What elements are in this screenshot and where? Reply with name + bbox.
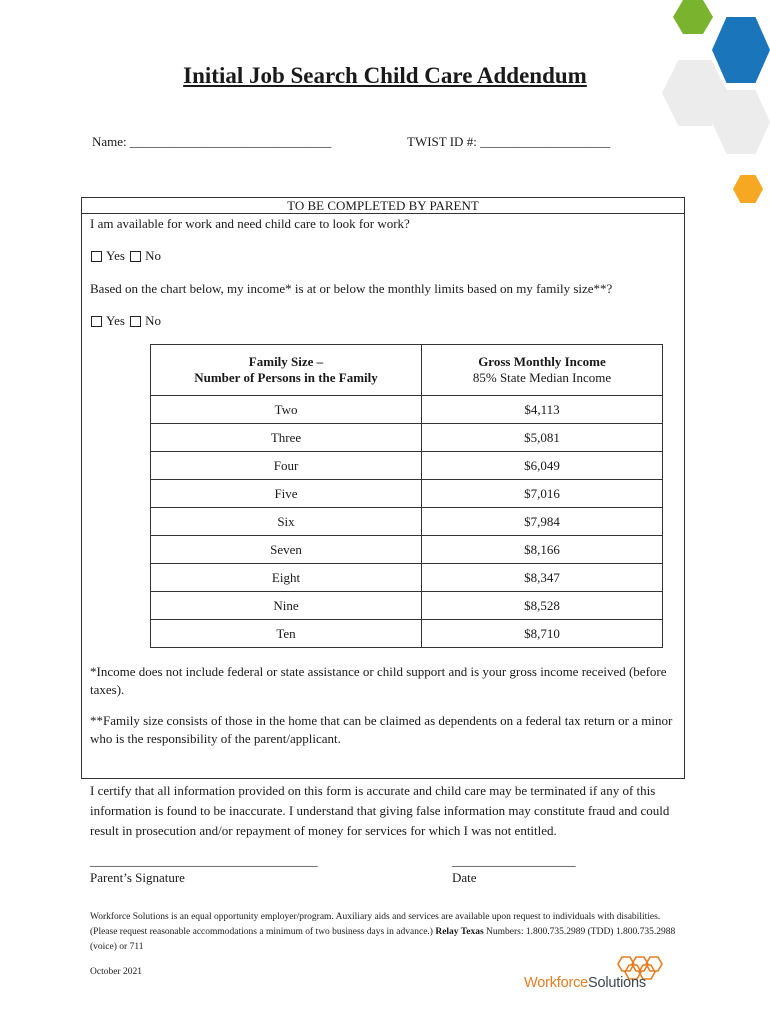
table-row <box>151 620 663 648</box>
yes-label: Yes <box>106 248 125 263</box>
logo-text-workforce: Workforce <box>524 975 589 991</box>
income-cell: $6,049 <box>422 452 663 480</box>
table-row <box>151 564 663 592</box>
twist-id-line: ____________________ <box>480 134 611 149</box>
income-footnote: *Income does not include federal or state assistance or child support and is your gross income received (before taxes). <box>90 664 667 697</box>
date-label: Date <box>452 870 477 885</box>
family-size-cell: Two <box>151 396 422 424</box>
yes-label: Yes <box>106 313 125 328</box>
income-options <box>91 312 161 330</box>
no-label: No <box>145 248 162 263</box>
table-row <box>151 536 663 564</box>
family-size-cell: Three <box>151 424 422 452</box>
income-cell: $7,984 <box>422 508 663 536</box>
workforce-solutions-logo <box>524 955 684 995</box>
certification-statement: I certify that all information provided on this form is accurate and child care may be terminated if any of this information is found to be inaccurate. I understand that giving false information may constitute fraud and could result in prosecution and/or repayment of money for services for which I was not entitled. <box>90 783 670 838</box>
income-cell: $5,081 <box>422 424 663 452</box>
family-size-header-line1: Family Size – <box>248 354 324 369</box>
income-header-line2: 85% State Median Income <box>472 370 612 385</box>
no-label: No <box>145 313 162 328</box>
table-row <box>151 396 663 424</box>
twist-id-label: TWIST ID #: <box>407 134 477 149</box>
revision-date: October 2021 <box>90 967 142 977</box>
table-row <box>151 452 663 480</box>
relay-texas-label: Relay Texas <box>435 927 484 937</box>
availability-options <box>91 247 161 265</box>
family-size-cell: Four <box>151 452 422 480</box>
income-cell: $8,166 <box>422 536 663 564</box>
income-cell: $8,528 <box>422 592 663 620</box>
income-limit-table <box>150 344 663 648</box>
family-size-cell: Five <box>151 480 422 508</box>
question-availability: I am available for work and need child care to look for work? <box>90 216 410 231</box>
income-header <box>422 345 663 396</box>
name-field[interactable] <box>92 134 331 150</box>
family-size-header-line2: Number of Persons in the Family <box>194 370 378 385</box>
family-size-cell: Eight <box>151 564 422 592</box>
income-no-checkbox[interactable] <box>130 316 141 327</box>
table-row <box>151 508 663 536</box>
section-header-divider <box>81 213 685 214</box>
family-size-cell: Six <box>151 508 422 536</box>
family-size-footnote: **Family size consists of those in the home that can be claimed as dependents on a federal tax return or a minor who is the responsibility of the parent/applicant. <box>90 713 673 746</box>
signature-line[interactable]: ___________________________________ <box>90 853 318 868</box>
logo-text-solutions: Solutions <box>588 975 646 991</box>
income-cell: $4,113 <box>422 396 663 424</box>
date-line[interactable]: ___________________ <box>452 853 576 868</box>
green-hexagon-decoration <box>673 0 713 34</box>
name-label: Name: <box>92 134 127 149</box>
family-size-cell: Seven <box>151 536 422 564</box>
income-yes-checkbox[interactable] <box>91 316 102 327</box>
availability-no-checkbox[interactable] <box>130 251 141 262</box>
page-title: Initial Job Search Child Care Addendum <box>183 63 587 88</box>
family-size-header <box>151 345 422 396</box>
availability-yes-checkbox[interactable] <box>91 251 102 262</box>
signature-label: Parent’s Signature <box>90 870 185 885</box>
family-size-cell: Nine <box>151 592 422 620</box>
table-row <box>151 424 663 452</box>
income-cell: $8,710 <box>422 620 663 648</box>
orange-hexagon-decoration <box>733 175 763 203</box>
twist-id-field[interactable] <box>407 134 610 150</box>
table-row <box>151 592 663 620</box>
income-header-line1: Gross Monthly Income <box>478 354 606 369</box>
income-cell: $7,016 <box>422 480 663 508</box>
income-cell: $8,347 <box>422 564 663 592</box>
eeo-text: Workforce Solutions is an equal opportunity employer/program. Auxiliary aids and services are available upon request to individuals with disabilities. (Please request reasonable accommodations a minimum of two business days in advance.) <box>90 912 661 937</box>
name-line: _______________________________ <box>129 134 332 149</box>
family-size-cell: Ten <box>151 620 422 648</box>
table-header-row <box>151 345 663 396</box>
question-income: Based on the chart below, my income* is at or below the monthly limits based on my family size**? <box>90 281 613 296</box>
table-row <box>151 480 663 508</box>
eeo-statement <box>90 910 680 955</box>
relay-numbers: Numbers: 1.800.735.2989 (TDD) 1.800.735.2988 (voice) or 711 <box>90 927 676 952</box>
section-header: TO BE COMPLETED BY PARENT <box>287 198 479 213</box>
